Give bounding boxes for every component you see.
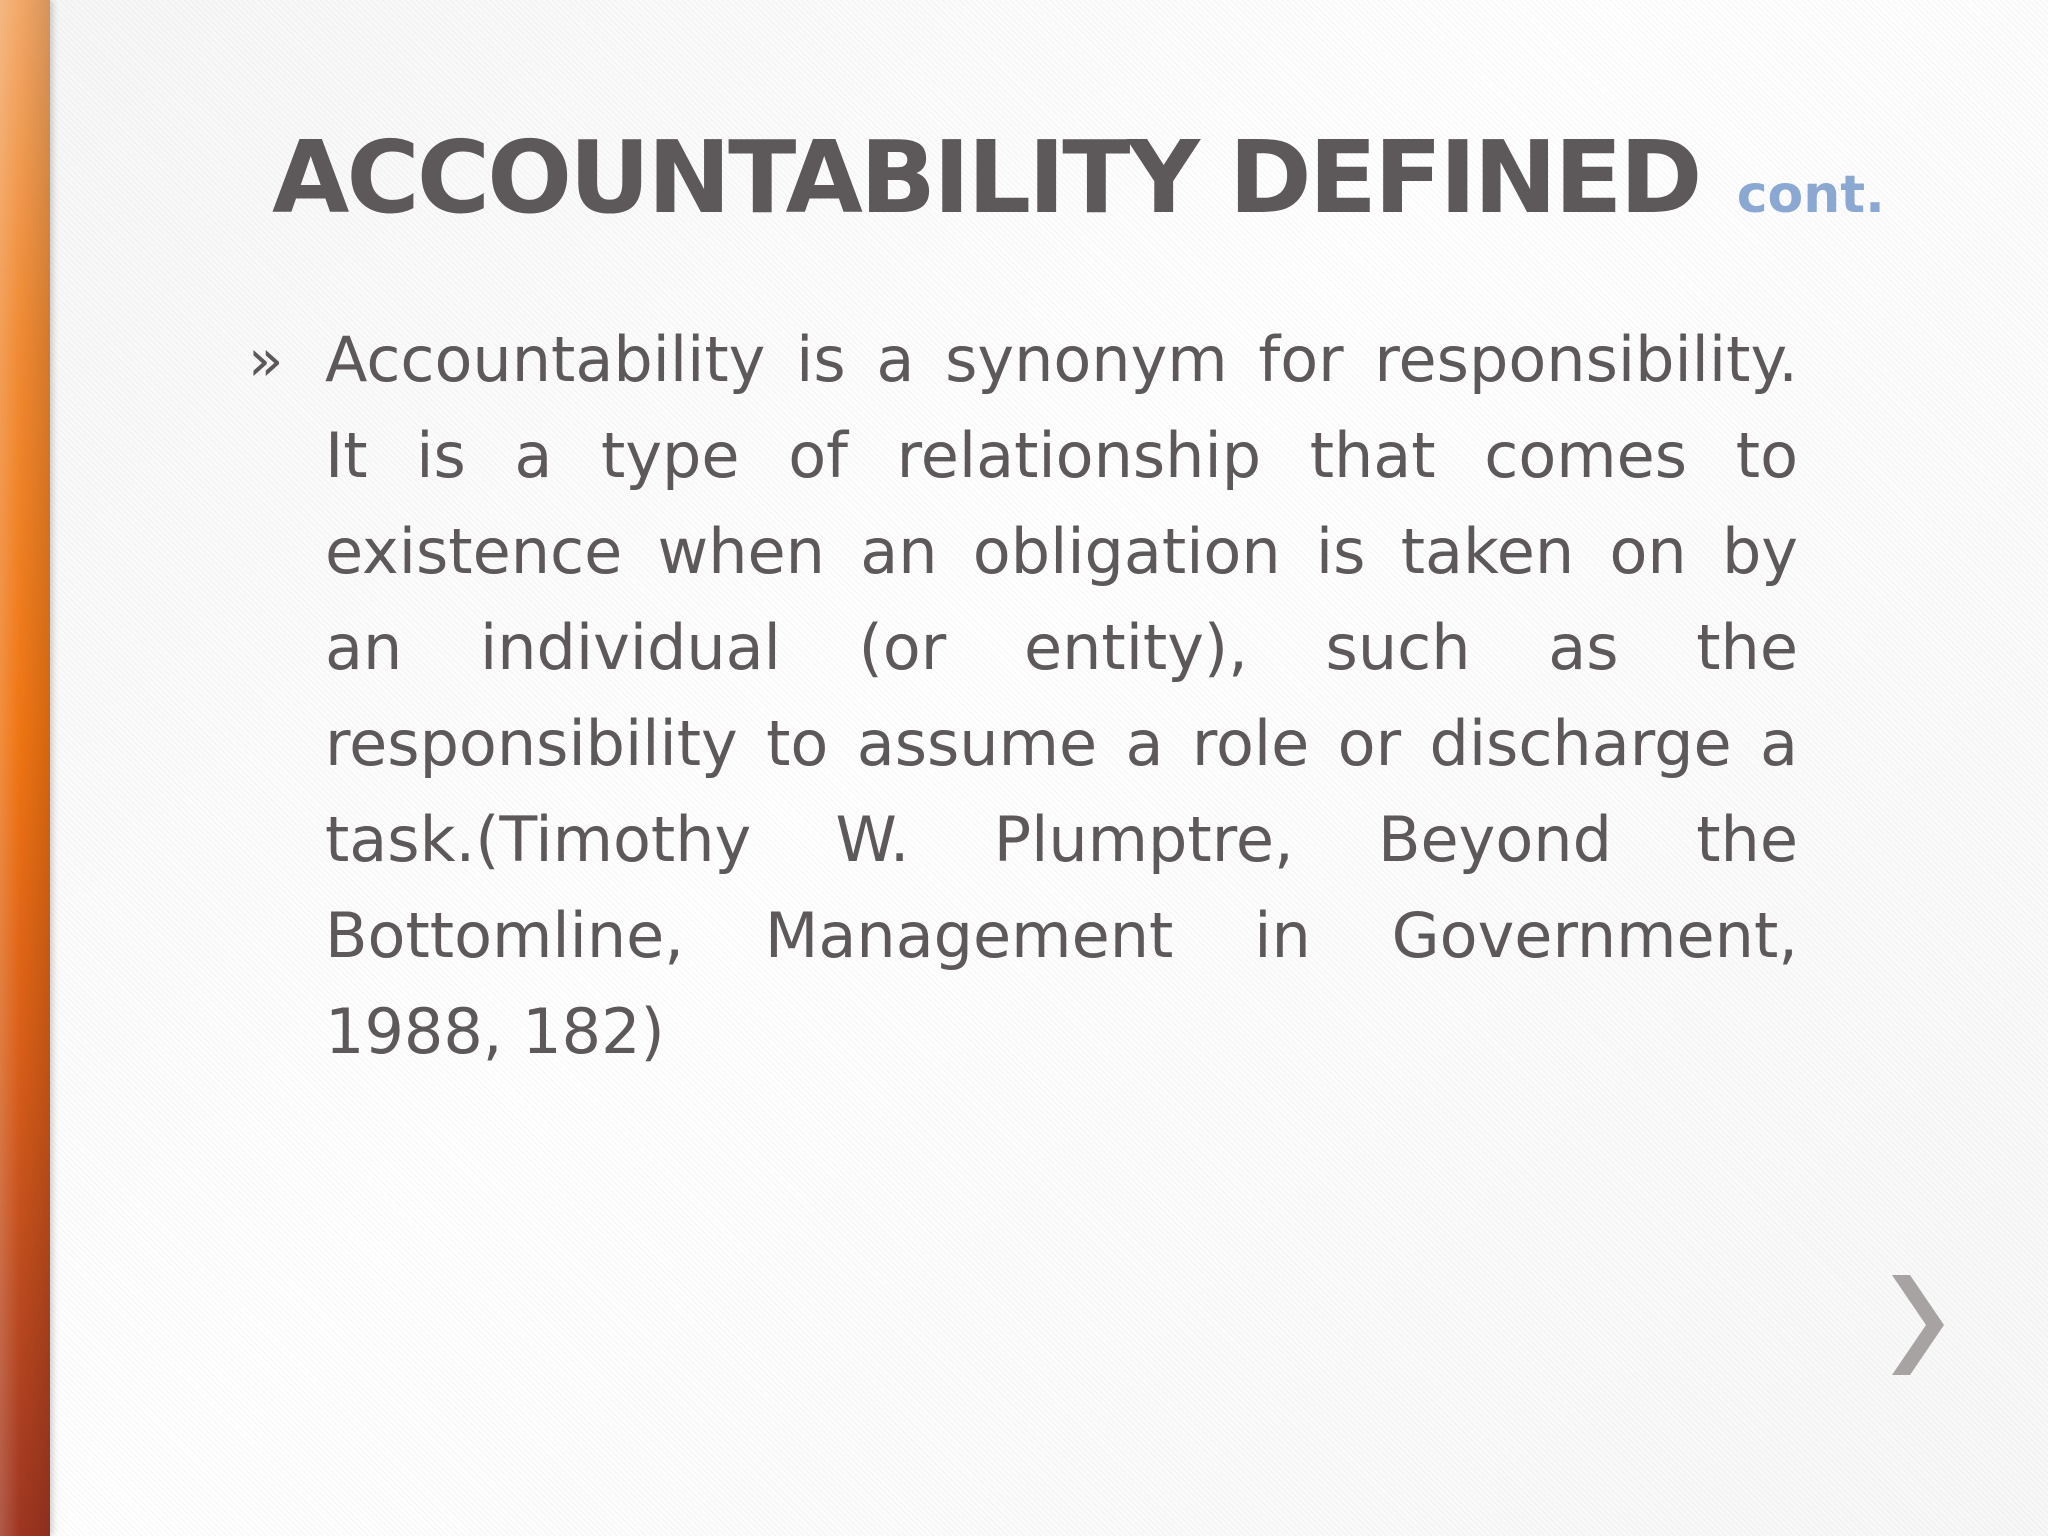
side-accent-bar [0,0,50,1536]
bullet-marker-icon: » [248,326,284,394]
bullet-line: 1988, 182) [325,995,665,1068]
bullet-text [325,312,1798,1080]
bullet-line: responsibility to assume a role or discharge a [325,707,1798,780]
slide-title [272,119,1885,236]
bullet-line: task.(Timothy W. Plumptre, Beyond the [325,803,1798,876]
title-text: ACCOUNTABILITY DEFINED [272,119,1700,236]
bullet-line: Bottomline, Management in Government, [325,899,1798,972]
chevron-right-shape [1892,1275,1944,1375]
bullet-line: Accountability is a synonym for responsibility. [325,323,1798,396]
bullet-line: an individual (or entity), such as the [325,611,1798,684]
bullet-line: It is a type of relationship that comes to [325,419,1798,492]
bullet-line: existence when an obligation is taken on by [325,515,1798,588]
chevron-right-icon[interactable] [1888,1275,1948,1375]
title-suffix: cont. [1736,165,1885,225]
